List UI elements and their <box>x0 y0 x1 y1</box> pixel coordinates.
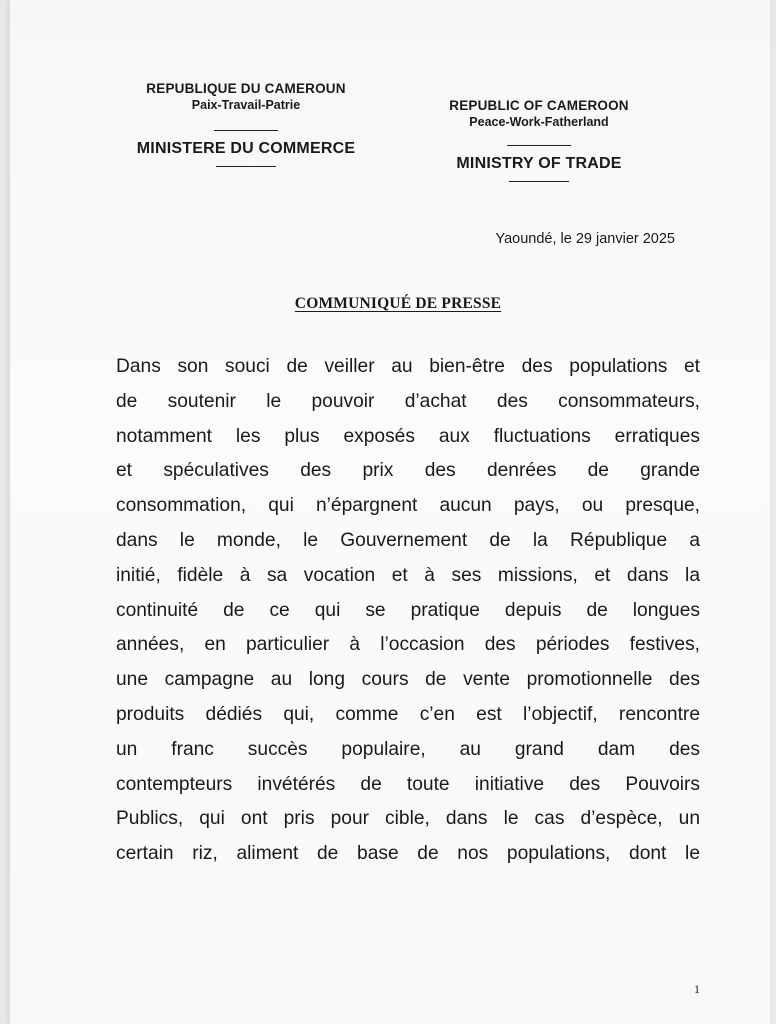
body-line: de soutenir le pouvoir d’achat des consommateurs, <box>116 390 700 412</box>
ministry-name-fr: MINISTERE DU COMMERCE <box>136 140 356 157</box>
body-line: certain riz, aliment de base de nos populations, dont le <box>116 843 700 865</box>
document-title: COMMUNIQUÉ DE PRESSE <box>294 295 502 312</box>
motto-en: Peace-Work-Fatherland <box>469 115 609 129</box>
body-line: continuité de ce qui se pratique depuis de longues <box>116 599 700 621</box>
motto-fr: Paix-Travail-Patrie <box>191 98 301 112</box>
header-english <box>410 97 668 182</box>
ministry-name-en: MINISTRY OF TRADE <box>456 155 622 172</box>
country-name-fr: REPUBLIQUE DU CAMEROUN <box>146 81 346 96</box>
divider-en-top <box>507 145 571 146</box>
body-line: Dans son souci de veiller au bien-être des populations et <box>116 356 700 377</box>
country-name-en: REPUBLIC OF CAMEROON <box>449 98 629 113</box>
body-line: et spéculatives des prix des denrées de grande <box>116 460 700 482</box>
document-page <box>10 0 770 1024</box>
body-line: dans le monde, le Gouvernement de la République a <box>116 529 700 551</box>
document-date: Yaoundé, le 29 janvier 2025 <box>495 231 675 247</box>
body-line: contempteurs invétérés de toute initiative des Pouvoirs <box>116 773 700 795</box>
body-line: Publics, qui ont pris pour cible, dans le cas d’espèce, un <box>116 808 700 830</box>
body-line: initié, fidèle à sa vocation et à ses missions, et dans la <box>116 564 700 586</box>
divider-fr-bottom <box>216 166 276 167</box>
divider-fr-top <box>214 130 278 131</box>
body-line: années, en particulier à l’occasion des périodes festives, <box>116 634 700 656</box>
divider-en-bottom <box>509 181 569 182</box>
body-line: consommation, qui n’épargnent aucun pays, ou presque, <box>116 495 700 517</box>
body-line: un franc succès populaire, au grand dam des <box>116 738 700 760</box>
page-number: 1 <box>694 982 700 996</box>
body-line: une campagne au long cours de vente promotionnelle des <box>116 669 700 691</box>
body-paragraph <box>116 350 700 872</box>
header-french <box>106 80 386 167</box>
body-line: produits dédiés qui, comme c’en est l’objectif, rencontre <box>116 703 700 725</box>
body-line: notamment les plus exposés aux fluctuations erratiques <box>116 425 700 447</box>
